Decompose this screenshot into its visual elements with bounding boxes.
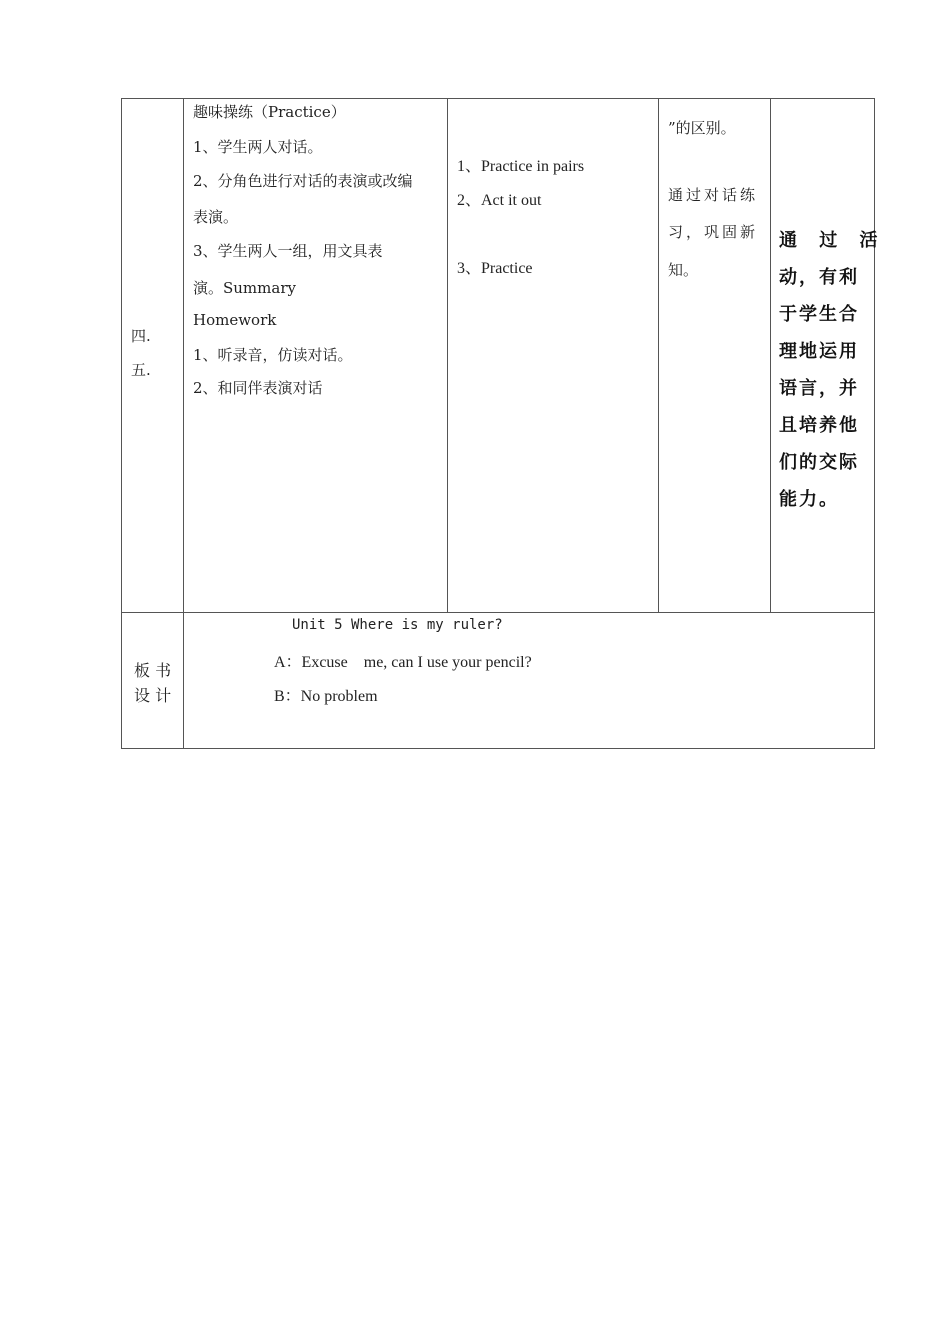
table-top-border xyxy=(121,98,875,99)
activity-line: 2、分角色进行对话的表演或改编 xyxy=(193,172,413,190)
board-line-b: B：No problem xyxy=(274,688,378,705)
note-line: 们的交际 xyxy=(779,452,859,473)
purpose-line: 知。 xyxy=(668,261,699,279)
table-bottom-border xyxy=(121,748,875,749)
activity-line: 2、和同伴表演对话 xyxy=(193,379,323,397)
note-line: 动，有利 xyxy=(779,267,859,288)
board-design-label: 板 书 xyxy=(134,661,172,680)
note-line: 能力。 xyxy=(779,489,839,510)
student-activity-line: 1、Practice in pairs xyxy=(457,158,585,175)
row-divider xyxy=(121,612,875,613)
board-design-label: 设 计 xyxy=(134,686,172,705)
note-line: 于学生合 xyxy=(779,304,859,325)
activity-line: 表演。 xyxy=(193,208,239,226)
table-left-border xyxy=(121,98,122,749)
student-activity-line: 2、Act it out xyxy=(457,192,542,209)
purpose-line: ”的区别。 xyxy=(668,119,736,137)
note-line: 语言，并 xyxy=(779,378,859,399)
column-divider-2 xyxy=(447,98,448,613)
activity-line: 演。Summary xyxy=(193,279,296,297)
column-divider-4 xyxy=(770,98,771,613)
column-divider-3 xyxy=(658,98,659,613)
activity-line: 3、学生两人一组，用文具表 xyxy=(193,242,383,260)
student-activity-line: 3、Practice xyxy=(457,260,533,277)
note-line: 理地运用 xyxy=(779,341,859,362)
activity-title: 趣味操练（Practice） xyxy=(193,103,346,121)
section-number: 五. xyxy=(131,361,151,379)
note-line: 通 过 活 xyxy=(779,230,886,251)
activity-line: 1、学生两人对话。 xyxy=(193,138,323,156)
column-divider-1 xyxy=(183,98,184,749)
purpose-line: 通过对话练 xyxy=(668,186,759,204)
section-number: 四. xyxy=(131,327,151,345)
board-title: Unit 5 Where is my ruler? xyxy=(292,617,503,633)
board-line-a: A：Excuse me, can I use your pencil? xyxy=(274,654,532,671)
activity-line: 1、听录音，仿读对话。 xyxy=(193,346,353,364)
note-line: 且培养他 xyxy=(779,415,859,436)
table-right-border xyxy=(874,98,875,749)
activity-line: Homework xyxy=(193,311,277,329)
purpose-line: 习，巩固新 xyxy=(668,223,759,241)
